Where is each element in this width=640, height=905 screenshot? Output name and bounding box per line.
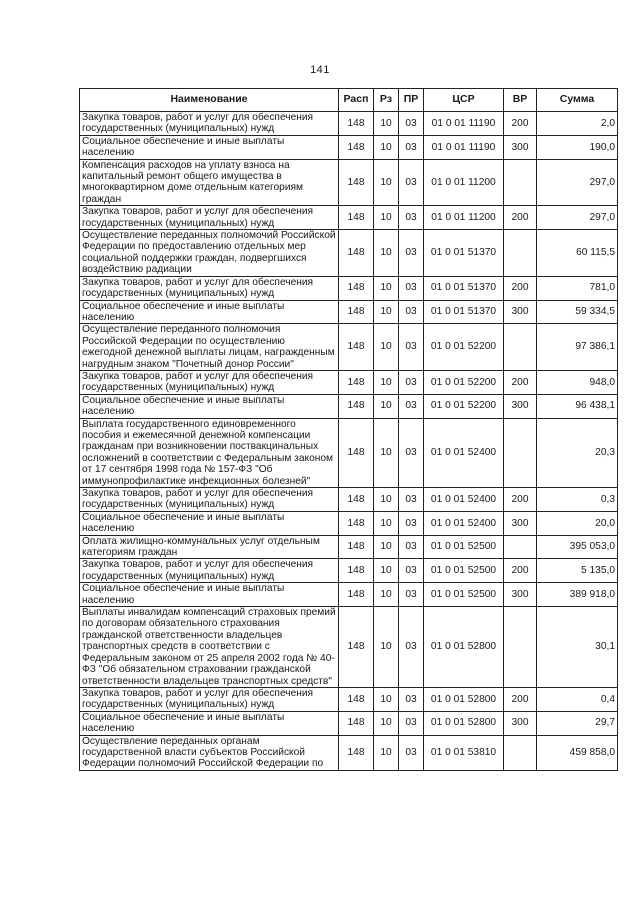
header-rasp: Расп	[339, 89, 374, 112]
cell-sum: 5 135,0	[537, 559, 618, 583]
cell-name: Закупка товаров, работ и услуг для обеспечения государственных (муниципальных) нужд	[80, 488, 339, 512]
cell-pr: 03	[399, 112, 424, 136]
cell-vr: 200	[504, 112, 537, 136]
cell-sum: 97 386,1	[537, 324, 618, 371]
cell-rasp: 148	[339, 583, 374, 607]
table-row	[80, 135, 618, 159]
cell-vr: 200	[504, 488, 537, 512]
cell-vr: 300	[504, 711, 537, 735]
table-row	[80, 206, 618, 230]
cell-vr	[504, 324, 537, 371]
table-row	[80, 418, 618, 487]
table-row	[80, 370, 618, 394]
cell-name: Выплата государственного единовременного пособия и ежемесячной денежной компенсации гражданам при возникновении поствакцинальных осложнений в соответствии с Федеральным законом от 17 сентября 1998 года № 157-ФЗ "Об иммунопрофилактике инфекционных болезней"	[80, 418, 339, 487]
cell-name: Социальное обеспечение и иные выплаты населению	[80, 135, 339, 159]
cell-csr: 01 0 01 51370	[424, 230, 504, 277]
cell-sum: 297,0	[537, 159, 618, 206]
cell-sum: 20,3	[537, 418, 618, 487]
cell-vr	[504, 607, 537, 688]
cell-rasp: 148	[339, 559, 374, 583]
cell-sum: 59 334,5	[537, 300, 618, 324]
cell-rasp: 148	[339, 687, 374, 711]
cell-csr: 01 0 01 52800	[424, 607, 504, 688]
cell-vr: 300	[504, 135, 537, 159]
cell-rz: 10	[374, 370, 399, 394]
cell-pr: 03	[399, 206, 424, 230]
cell-name: Социальное обеспечение и иные выплаты населению	[80, 583, 339, 607]
table-row	[80, 276, 618, 300]
cell-rasp: 148	[339, 511, 374, 535]
cell-vr: 200	[504, 276, 537, 300]
cell-rz: 10	[374, 488, 399, 512]
cell-vr: 300	[504, 394, 537, 418]
cell-rz: 10	[374, 511, 399, 535]
table-row	[80, 324, 618, 371]
cell-rasp: 148	[339, 276, 374, 300]
cell-vr	[504, 230, 537, 277]
cell-sum: 389 918,0	[537, 583, 618, 607]
cell-rasp: 148	[339, 324, 374, 371]
cell-rz: 10	[374, 735, 399, 770]
cell-rasp: 148	[339, 488, 374, 512]
table-row	[80, 535, 618, 559]
cell-rasp: 148	[339, 535, 374, 559]
cell-name: Социальное обеспечение и иные выплаты населению	[80, 394, 339, 418]
cell-rasp: 148	[339, 135, 374, 159]
cell-pr: 03	[399, 300, 424, 324]
cell-rz: 10	[374, 607, 399, 688]
cell-pr: 03	[399, 488, 424, 512]
cell-rasp: 148	[339, 300, 374, 324]
cell-rz: 10	[374, 206, 399, 230]
cell-rasp: 148	[339, 735, 374, 770]
cell-csr: 01 0 01 11190	[424, 112, 504, 136]
table-row	[80, 488, 618, 512]
cell-name: Компенсация расходов на уплату взноса на капитальный ремонт общего имущества в многоквартирном доме отдельным категориям граждан	[80, 159, 339, 206]
table-header-row	[80, 89, 618, 112]
cell-csr: 01 0 01 11190	[424, 135, 504, 159]
cell-csr: 01 0 01 11200	[424, 206, 504, 230]
cell-vr: 200	[504, 370, 537, 394]
cell-sum: 60 115,5	[537, 230, 618, 277]
cell-rz: 10	[374, 559, 399, 583]
cell-pr: 03	[399, 135, 424, 159]
cell-rasp: 148	[339, 711, 374, 735]
cell-vr: 300	[504, 583, 537, 607]
cell-csr: 01 0 01 52500	[424, 583, 504, 607]
cell-rz: 10	[374, 276, 399, 300]
cell-rasp: 148	[339, 370, 374, 394]
cell-vr	[504, 535, 537, 559]
budget-table	[79, 88, 618, 771]
cell-rasp: 148	[339, 159, 374, 206]
cell-name: Закупка товаров, работ и услуг для обеспечения государственных (муниципальных) нужд	[80, 559, 339, 583]
cell-pr: 03	[399, 418, 424, 487]
cell-vr: 300	[504, 300, 537, 324]
cell-csr: 01 0 01 52200	[424, 324, 504, 371]
cell-rz: 10	[374, 583, 399, 607]
cell-csr: 01 0 01 51370	[424, 276, 504, 300]
header-name: Наименование	[80, 89, 339, 112]
cell-csr: 01 0 01 52500	[424, 535, 504, 559]
table-row	[80, 230, 618, 277]
cell-name: Осуществление переданного полномочия Российской Федерации по осуществлению ежегодной денежной выплаты лицам, награжденным нагрудным знаком "Почетный донор России"	[80, 324, 339, 371]
cell-rasp: 148	[339, 206, 374, 230]
cell-rz: 10	[374, 687, 399, 711]
cell-pr: 03	[399, 559, 424, 583]
cell-sum: 459 858,0	[537, 735, 618, 770]
cell-sum: 297,0	[537, 206, 618, 230]
cell-name: Оплата жилищно-коммунальных услуг отдельным категориям граждан	[80, 535, 339, 559]
cell-pr: 03	[399, 711, 424, 735]
cell-sum: 395 053,0	[537, 535, 618, 559]
header-rz: Рз	[374, 89, 399, 112]
cell-name: Закупка товаров, работ и услуг для обеспечения государственных (муниципальных) нужд	[80, 687, 339, 711]
cell-sum: 20,0	[537, 511, 618, 535]
cell-name: Социальное обеспечение и иные выплаты населению	[80, 300, 339, 324]
cell-rasp: 148	[339, 112, 374, 136]
cell-name: Выплаты инвалидам компенсаций страховых премий по договорам обязательного страхования гражданской ответственности владельцев транспортных средств в соответствии с Федеральным законом от 25 апреля 2002 года № 40-ФЗ "Об обязательном страховании гражданской ответственности владельцев транспортных средств"	[80, 607, 339, 688]
header-vr: ВР	[504, 89, 537, 112]
cell-name: Закупка товаров, работ и услуг для обеспечения государственных (муниципальных) нужд	[80, 276, 339, 300]
cell-vr	[504, 418, 537, 487]
header-csr: ЦСР	[424, 89, 504, 112]
cell-csr: 01 0 01 52200	[424, 394, 504, 418]
cell-rasp: 148	[339, 394, 374, 418]
cell-csr: 01 0 01 52200	[424, 370, 504, 394]
table-row	[80, 394, 618, 418]
cell-csr: 01 0 01 52500	[424, 559, 504, 583]
table-row	[80, 112, 618, 136]
cell-rz: 10	[374, 159, 399, 206]
cell-sum: 30,1	[537, 607, 618, 688]
cell-vr	[504, 735, 537, 770]
cell-pr: 03	[399, 159, 424, 206]
cell-vr: 300	[504, 511, 537, 535]
header-pr: ПР	[399, 89, 424, 112]
cell-rz: 10	[374, 135, 399, 159]
cell-pr: 03	[399, 687, 424, 711]
cell-pr: 03	[399, 535, 424, 559]
cell-csr: 01 0 01 52400	[424, 418, 504, 487]
cell-pr: 03	[399, 607, 424, 688]
table-row	[80, 300, 618, 324]
cell-name: Осуществление переданных полномочий Российской Федерации по предоставлению отдельных мер социальной поддержки граждан, подвергшихся воздействию радиации	[80, 230, 339, 277]
cell-sum: 96 438,1	[537, 394, 618, 418]
cell-pr: 03	[399, 511, 424, 535]
cell-vr: 200	[504, 206, 537, 230]
cell-name: Осуществление переданных органам государственной власти субъектов Российской Федерации полномочий Российской Федерации по	[80, 735, 339, 770]
cell-rz: 10	[374, 394, 399, 418]
cell-csr: 01 0 01 53810	[424, 735, 504, 770]
cell-csr: 01 0 01 52800	[424, 687, 504, 711]
cell-rasp: 148	[339, 418, 374, 487]
table-row	[80, 711, 618, 735]
cell-pr: 03	[399, 324, 424, 371]
cell-csr: 01 0 01 52400	[424, 511, 504, 535]
cell-rz: 10	[374, 324, 399, 371]
cell-rasp: 148	[339, 230, 374, 277]
cell-name: Закупка товаров, работ и услуг для обеспечения государственных (муниципальных) нужд	[80, 112, 339, 136]
table-row	[80, 607, 618, 688]
cell-rz: 10	[374, 112, 399, 136]
cell-vr	[504, 159, 537, 206]
cell-csr: 01 0 01 52400	[424, 488, 504, 512]
cell-sum: 948,0	[537, 370, 618, 394]
cell-csr: 01 0 01 52800	[424, 711, 504, 735]
table-row	[80, 687, 618, 711]
table-row	[80, 583, 618, 607]
cell-pr: 03	[399, 735, 424, 770]
table-row	[80, 559, 618, 583]
cell-sum: 0,4	[537, 687, 618, 711]
page-number: 141	[310, 64, 330, 76]
cell-pr: 03	[399, 394, 424, 418]
cell-csr: 01 0 01 51370	[424, 300, 504, 324]
header-sum: Сумма	[537, 89, 618, 112]
cell-name: Закупка товаров, работ и услуг для обеспечения государственных (муниципальных) нужд	[80, 206, 339, 230]
table-row	[80, 511, 618, 535]
cell-rasp: 148	[339, 607, 374, 688]
cell-name: Социальное обеспечение и иные выплаты населению	[80, 511, 339, 535]
cell-csr: 01 0 01 11200	[424, 159, 504, 206]
cell-vr: 200	[504, 559, 537, 583]
cell-rz: 10	[374, 535, 399, 559]
cell-sum: 29,7	[537, 711, 618, 735]
cell-sum: 0,3	[537, 488, 618, 512]
cell-pr: 03	[399, 276, 424, 300]
cell-sum: 2,0	[537, 112, 618, 136]
cell-pr: 03	[399, 583, 424, 607]
table-row	[80, 159, 618, 206]
cell-name: Социальное обеспечение и иные выплаты населению	[80, 711, 339, 735]
cell-sum: 781,0	[537, 276, 618, 300]
table-row	[80, 735, 618, 770]
cell-rz: 10	[374, 418, 399, 487]
cell-rz: 10	[374, 230, 399, 277]
cell-sum: 190,0	[537, 135, 618, 159]
cell-rz: 10	[374, 300, 399, 324]
cell-pr: 03	[399, 370, 424, 394]
cell-rz: 10	[374, 711, 399, 735]
cell-vr: 200	[504, 687, 537, 711]
cell-pr: 03	[399, 230, 424, 277]
cell-name: Закупка товаров, работ и услуг для обеспечения государственных (муниципальных) нужд	[80, 370, 339, 394]
